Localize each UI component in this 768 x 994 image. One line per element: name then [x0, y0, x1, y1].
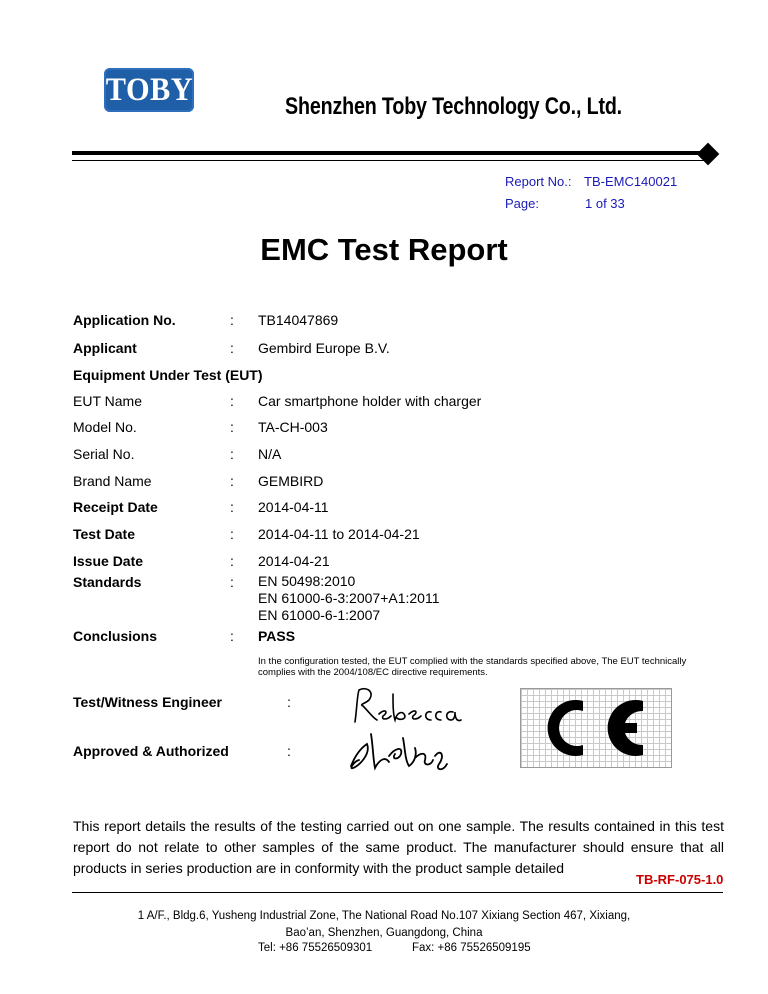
header-rule-thin: [72, 160, 712, 161]
disclaimer-text: This report details the results of the testing carried out on one sample. The results contained in this test report do not relate to other samples of the same product. The manufacturer should ensure that all products in series production are in conformity with the product sample detailed: [73, 818, 724, 876]
serial-no-label: Serial No.: [73, 446, 135, 462]
brand-name-value: GEMBIRD: [258, 473, 324, 489]
colon: :: [230, 419, 234, 435]
form-code: TB-RF-075-1.0: [636, 872, 724, 887]
colon: :: [230, 553, 234, 569]
conclusions-note: In the configuration tested, the EUT complied with the standards specified above, The EUT technically complies with the 2004/108/EC directive requirements.: [258, 656, 687, 678]
toby-logo: [104, 68, 194, 112]
colon: :: [230, 574, 234, 590]
eut-heading: Equipment Under Test (EUT): [73, 367, 263, 383]
colon: :: [230, 499, 234, 515]
colon: :: [230, 628, 234, 644]
diamond-icon: [697, 143, 720, 166]
standard-item: EN 61000-6-1:2007: [258, 607, 381, 623]
standards-label: Standards: [73, 574, 142, 590]
standards-list: [258, 573, 440, 624]
approver-signature: [345, 726, 455, 776]
logo-text: TOBY: [105, 71, 193, 108]
engineer-signature: [345, 684, 465, 730]
report-no-value: TB-EMC140021: [584, 174, 678, 189]
report-title: EMC Test Report: [260, 232, 508, 267]
engineer-label: Test/Witness Engineer: [73, 694, 222, 710]
applicant-label: Applicant: [73, 340, 137, 356]
ce-mark-glyph: [521, 689, 671, 767]
footer-address-line1: 1 A/F., Bldg.6, Yusheng Industrial Zone, The National Road No.107 Xixiang Section 467, Xixiang,: [137, 910, 631, 922]
report-no-label: Report No.:: [505, 174, 572, 189]
colon: :: [230, 446, 234, 462]
colon: :: [230, 312, 234, 328]
colon: :: [287, 694, 291, 710]
eut-name-value: Car smartphone holder with charger: [258, 393, 482, 409]
receipt-date-label: Receipt Date: [73, 499, 158, 515]
colon: :: [230, 526, 234, 542]
applicant-value: Gembird Europe B.V.: [258, 340, 390, 356]
conclusions-label: Conclusions: [73, 628, 158, 644]
standard-item: EN 50498:2010: [258, 573, 356, 589]
footer-fax: Fax: +86 75526509195: [412, 942, 531, 954]
model-no-label: Model No.: [73, 419, 137, 435]
colon: :: [230, 473, 234, 489]
receipt-date-value: 2014-04-11: [258, 499, 329, 515]
approver-label: Approved & Authorized: [73, 743, 229, 759]
colon: :: [230, 393, 234, 409]
page-label: Page:: [505, 196, 539, 211]
footer-rule: [72, 892, 723, 893]
conclusions-value: PASS: [258, 628, 296, 644]
serial-no-value: N/A: [258, 446, 282, 462]
brand-name-label: Brand Name: [73, 473, 152, 489]
test-date-label: Test Date: [73, 526, 135, 542]
ce-mark-icon: [520, 688, 672, 768]
issue-date-value: 2014-04-21: [258, 553, 330, 569]
issue-date-label: Issue Date: [73, 553, 144, 569]
application-no-value: TB14047869: [258, 312, 339, 328]
footer-tel: Tel: +86 75526509301: [258, 942, 373, 954]
colon: :: [230, 340, 234, 356]
test-date-value: 2014-04-11 to 2014-04-21: [258, 526, 420, 542]
model-no-value: TA-CH-003: [258, 419, 328, 435]
colon: :: [287, 743, 291, 759]
standard-item: EN 61000-6-3:2007+A1:2011: [258, 590, 440, 606]
application-no-label: Application No.: [73, 312, 176, 328]
eut-name-label: EUT Name: [73, 393, 142, 409]
footer-address-line2: Bao’an, Shenzhen, Guangdong, China: [285, 927, 483, 939]
page-value: 1 of 33: [585, 196, 625, 211]
company-name: Shenzhen Toby Technology Co., Ltd.: [285, 93, 622, 120]
header-rule-thick: [72, 151, 712, 155]
